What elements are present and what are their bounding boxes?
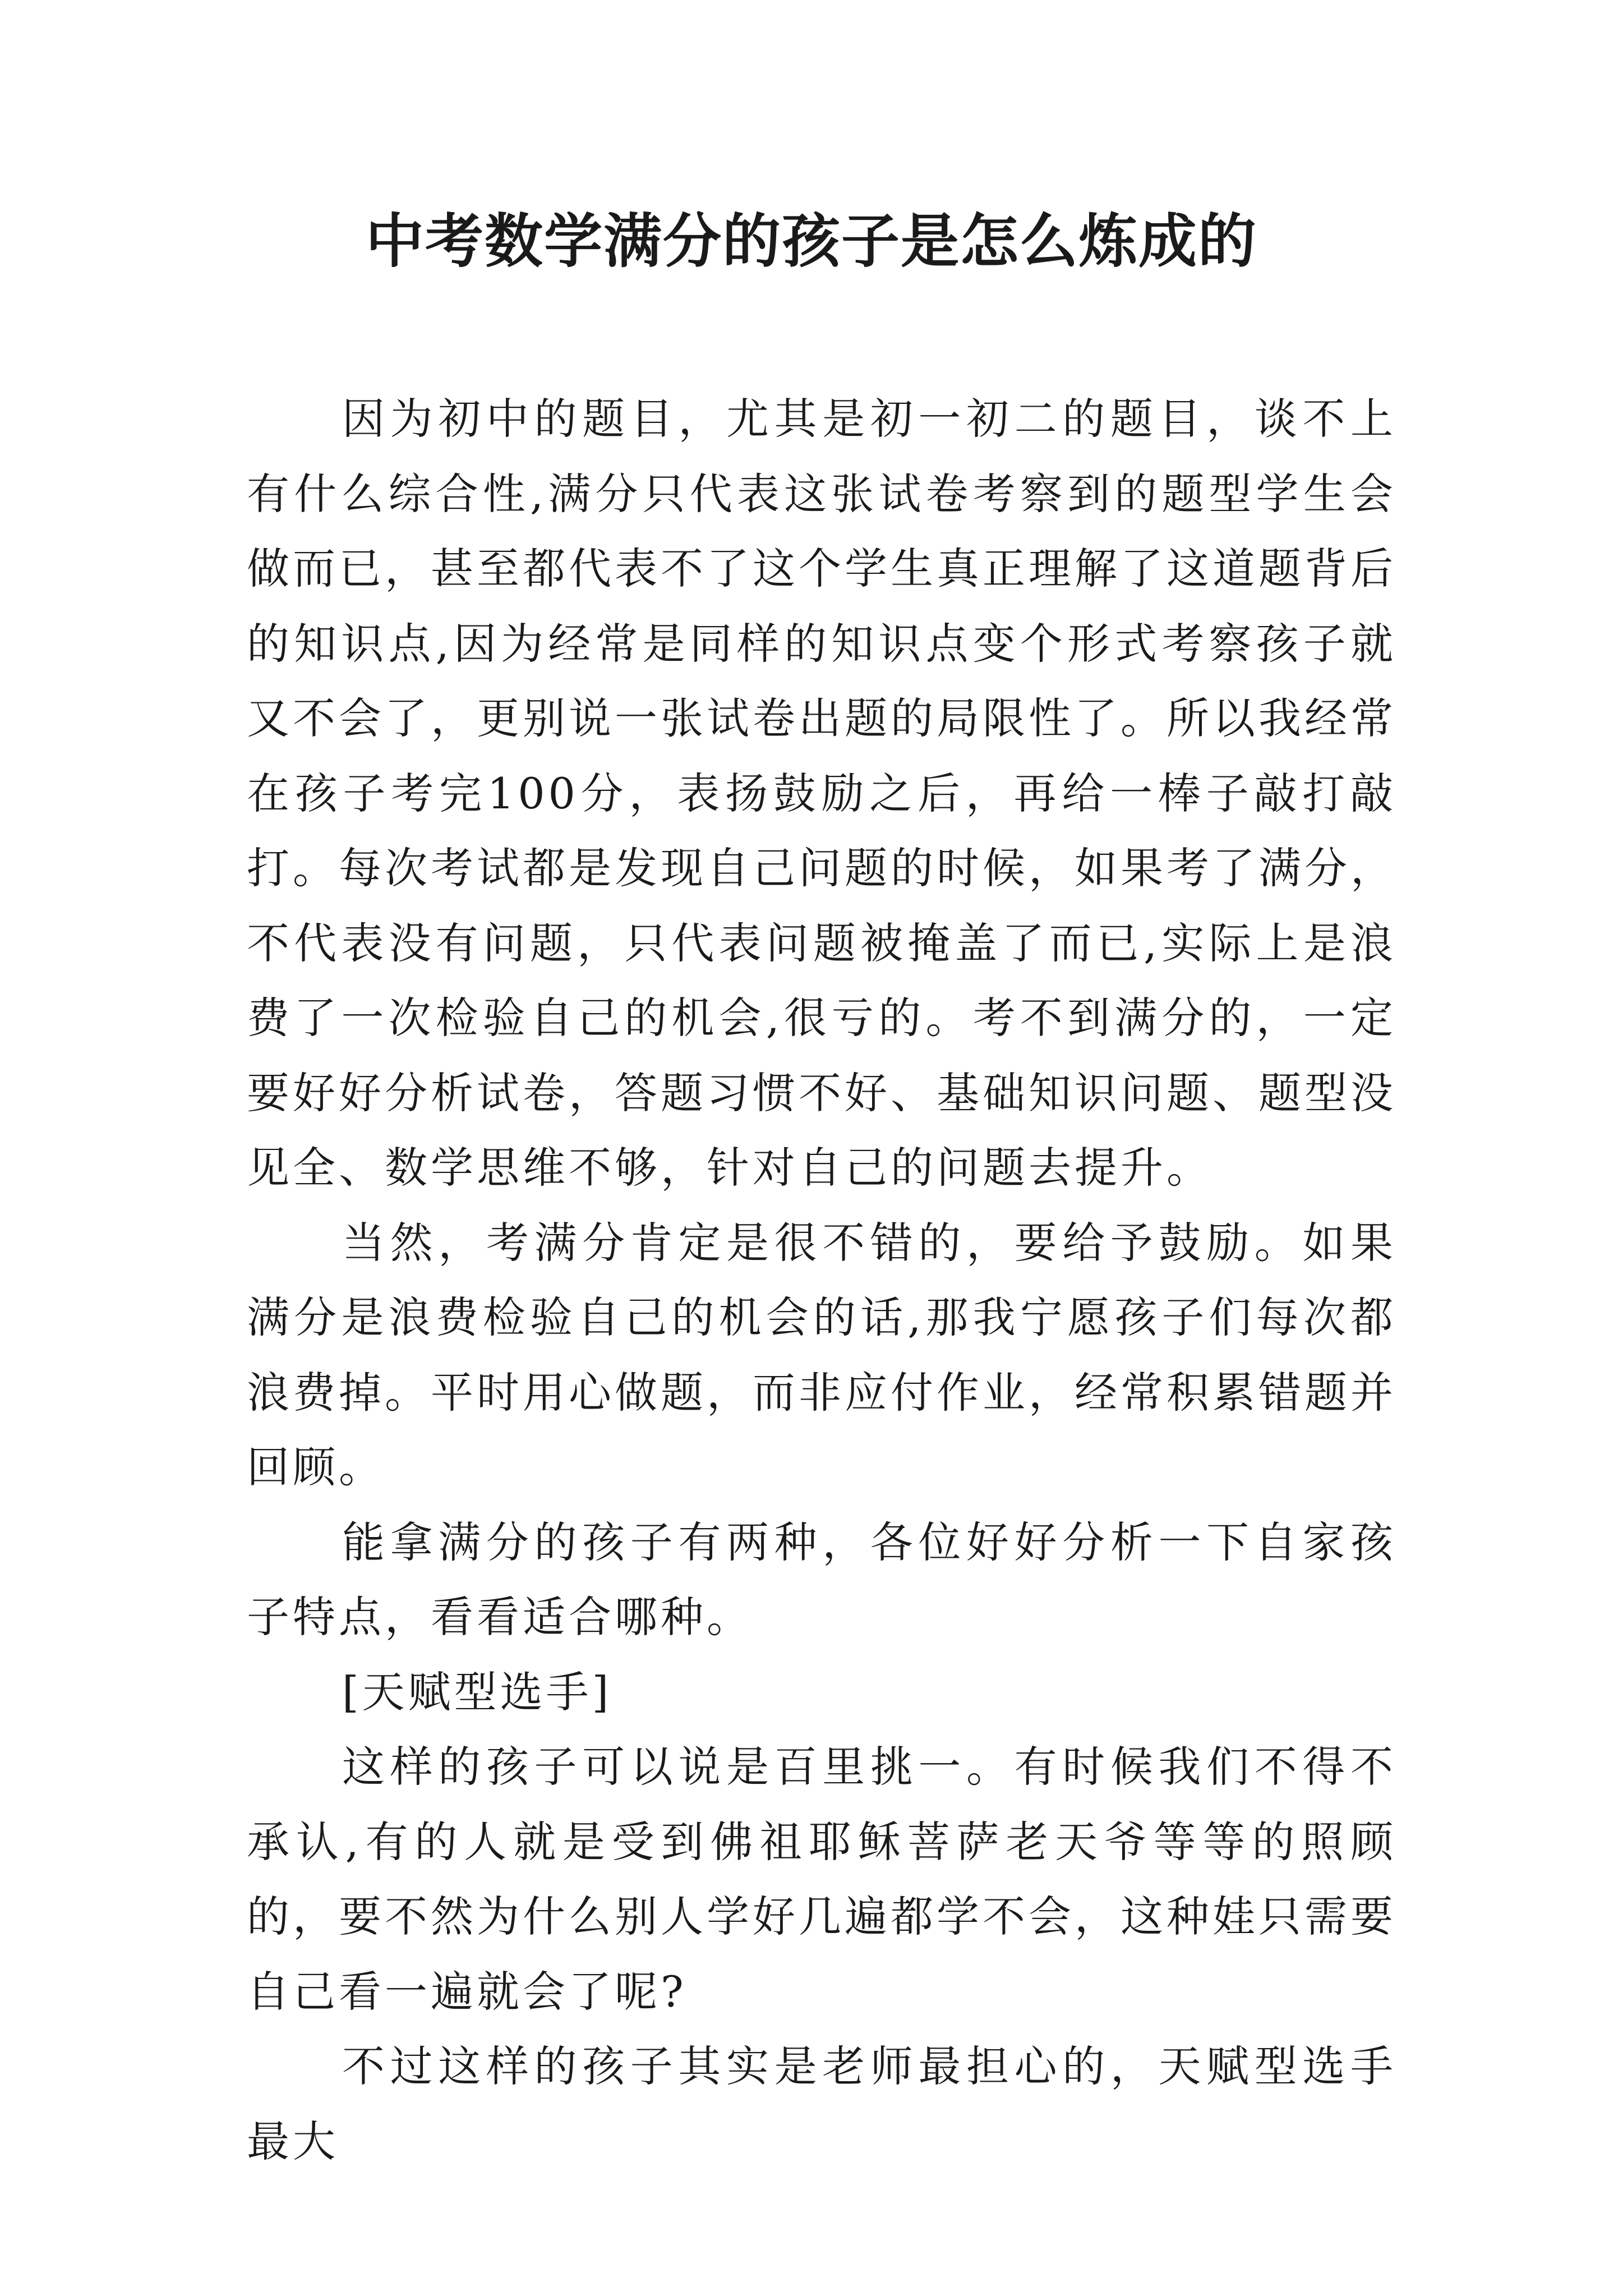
- section-heading: [天赋型选手]: [342, 1667, 612, 1717]
- paragraph: 能拿满分的孩子有两种，各位好好分析一下自家孩子特点，看看适合哪种。: [247, 1517, 1396, 1642]
- paragraph: 因为初中的题目，尤其是初一初二的题目，谈不上有什么综合性,满分只代表这张试卷考察到的题型学生会做而已，甚至都代表不了这个学生真正理解了这道题背后的知识点,因为经常是同样的知识点变个形式考察孩子就又不会了，更别说一张试卷出题的局限性了。所以我经常在孩子考完100分，表扬鼓励之后，再给一棒子敲打敲打。每次考试都是发现自己问题的时候，如果考了满分，不代表没有问题，只代表问题被掩盖了而已,实际上是浪费了一次检验自己的机会,很亏的。考不到满分的，一定要好好分析试卷，答题习惯不好、基础知识问题、题型没见全、数学思维不够，针对自己的问题去提升。: [247, 394, 1396, 1193]
- document-title: 中考数学满分的孩子是怎么炼成的: [365, 206, 1257, 275]
- paragraph: 不过这样的孩子其实是老师最担心的，天赋型选手最大: [247, 2041, 1396, 2166]
- document-body: [247, 381, 1396, 2179]
- paragraph: 这样的孩子可以说是百里挑一。有时候我们不得不承认,有的人就是受到佛祖耶稣菩萨老天爷等等的照顾的，要不然为什么别人学好几遍都学不会，这种娃只需要自己看一遍就会了呢?: [247, 1742, 1396, 2017]
- paragraph: 当然，考满分肯定是很不错的，要给予鼓励。如果满分是浪费检验自己的机会的话,那我宁愿孩子们每次都浪费掉。平时用心做题，而非应付作业，经常积累错题并回顾。: [247, 1217, 1396, 1492]
